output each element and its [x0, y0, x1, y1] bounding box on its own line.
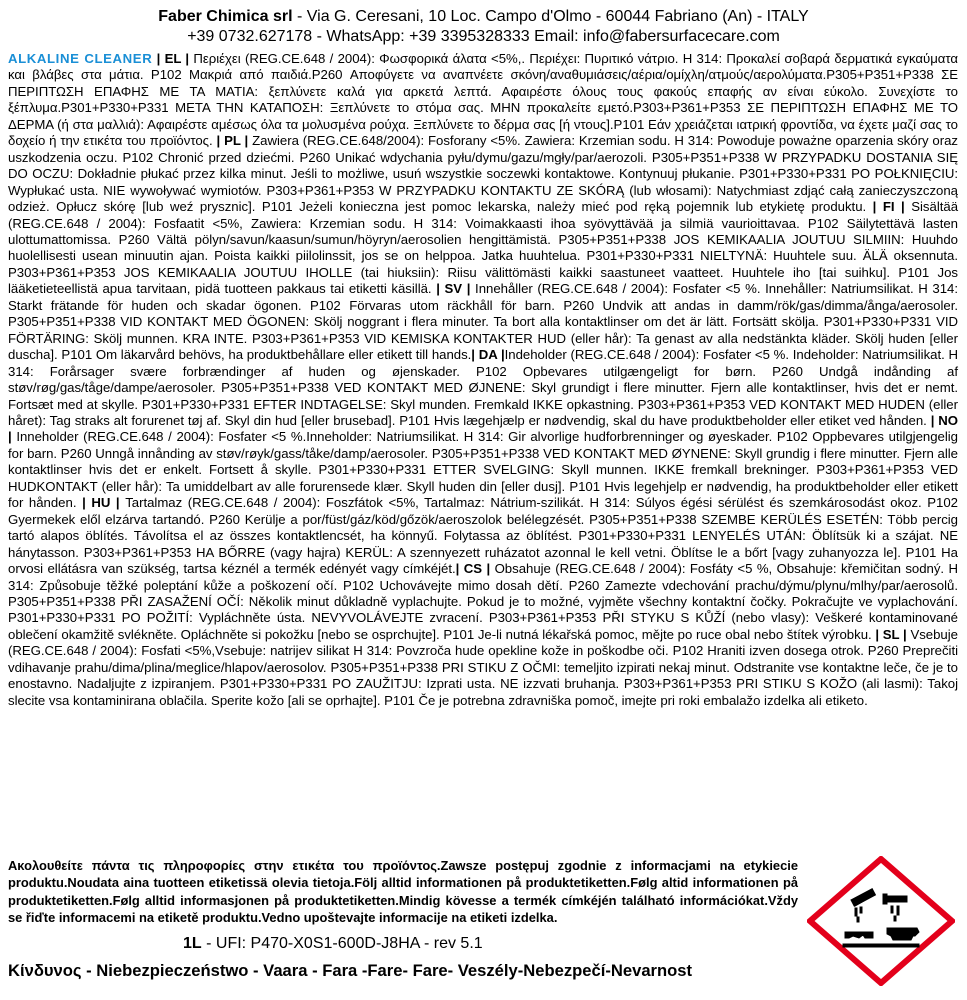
section-text-fi: Sisältää (REG.CE.648 / 2004): Fosfaatit <5%, Zawiera: Krzemian sodu. H 314: Voimakkaasti ihoa syövyttävää ja silmiä vaurioittavaa. P102 Säilytettävä lasten ulottumattomissa. P260 Vältä pölyn/savun/kaasun/sumun/höyryn/aerosolien hengittämistä. P305+P351+P338 JOS KEMIKAALIA JOUTUU SILMIIN: Huuhdo huolellisesti usean minuutin ajan. Poista kaikki piilolinssit, jos se on helppoa. Jatka huuhtelua. P301+P330+P331 NIELTYNÄ: Huuhtele suu. ÄLÄ oksennuta. P303+P361+P353 JOS KEMIKAALIA JOUTUU IHOLLE (tai hiuksiin): Riisu välittömästi kaikki saastuneet vaatteet. Huuhtele iho [tai suihku]. P101 Jos lääketieteellistä apua tarvitaan, pidä tuotteen pakkaus tai etiketti käsillä. — [8, 199, 959, 297]
safety-text — [8, 51, 958, 709]
lang-code-cs: | CS | — [455, 561, 495, 577]
section-text-sl: Vsebuje (REG.CE.648 / 2004): Fosfati <5%,Vsebuje: natrijev silikat H 314: Povzroča hude opekline kože in poškodbe oči. P102 Hraniti izven dosega otrok. P260 Preprečiti vdihavanje prahu/dima/plina/meglice/hlapov/aerosolov. P305+P351+P338 PRI STIKU Z OČMI: temeljito izpirati nekaj minut. Odstranite vse kontaktne leče, če je to enostavno. Nadaljujte z izpiranjem. P301+P330+P331 PO ZAUŽITJU: Izprati usta. NE izzvati bruhanja. P303+P361+P353 PRI STIKU S KOŽO (ali lasmi): Takoj slecite vsa kontaminirana oblačila. Sperite kožo [ali se oprhajte]. P101 Če je potrebna zdravniška pomoč, imejte pri roki embalažo izdelka ali etiketo. — [8, 626, 958, 708]
section-text-hu: Tartalmaz (REG.CE.648 / 2004): Foszfátok <5%, Tartalmaz: Nátrium-szilikát. H 314: Súlyos égési sérülést és szemkárosodást okoz. P102 Gyermekek elől elzárva tartandó. P260 Kerülje a por/füst/gáz/köd/gőzök/aeroszolok belélegzését. P305+P351+P338 SZEMBE KERÜLÉS ESETÉN: Több percig tartó alapos öblítés. Távolítsa el az összes kontaktlencsét, ha könnyű. Folytassa az öblítést. P301+P330+P331 LENYELÉS UTÁN: Öblítsük ki a szájat. NE hánytasson. P303+P361+P353 HA BŐRRE (vagy hajra) KERÜL: A szennyezett ruházatot azonnal le kell vetni. Öblítse le a bőrt [vagy zuhanyozza le]. P101 Ha orvosi ellátásra van szükség, tartsa kéznél a termék edényét vagy címkéjét. — [8, 495, 958, 577]
lang-code-hu: | HU | — [82, 495, 126, 511]
lang-code-pl: | PL | — [216, 133, 253, 149]
section-text-da: Indeholder (REG.CE.648 / 2004): Fosfater <5 %. Indeholder: Natriumsilikat. H 314: Forårsager svære forbrændinger af huden og øjenskader. P102 Opbevares utilgængeligt for børn. P260 Undgå indånding af støv/røg/gas/tåge/dampe/aerosoler. P305+P351+P338 VED KONTAKT MED ØJNENE: Skyl grundigt i flere minutter. Fjern alle kontaktlinser, hvis det er nemt. Fortsæt med at skylle. P301+P330+P331 EFTER INDTAGELSE: Skyl munden. Fremkald IKKE opkastning. P303+P361+P353 VED KONTAKT MED HUDEN (eller håret): Tag straks alt forurenet tøj af. Skyl din hud [eller brusebad]. P101 Hvis lægehjælp er nødvendig, skal du have produktbeholder eller etiket ved hånden. — [8, 347, 958, 428]
company-name: Faber Chimica srl — [158, 8, 293, 25]
ufi-line — [183, 934, 483, 954]
product-name: ALKALINE CLEANER — [8, 51, 153, 66]
danger-signal-word: Κίνδυνος - Niebezpieczeństwo - Vaara - Fara -Fare- Fare- Veszély-Nebezpečí-Nevarnost — [8, 961, 693, 980]
company-header — [0, 7, 967, 47]
company-address-line — [0, 7, 967, 27]
section-text-pl: Zawiera (REG.CE.648/2004): Fosforany <5%. Zawiera: Krzemian sodu. H 314: Powoduje poważne oparzenia skóry oraz uszkodzenia oczu. P102 Chronić przed dziećmi. P260 Unikać wdychania pyłu/dymu/gazu/mgły/par/aerozoli. P305+P351+P338 W PRZYPADKU DOSTANIA SIĘ DO OCZU: Dokładnie płukać przez kilka minut. Jeśli to możliwe, usuń wszystkie soczewki kontaktowe. Kontynuuj płukanie. P301+P330+P331 PO POŁKNIĘCIU: Wypłukać usta. NIE wywoływać wymiotów. P303+P361+P353 W PRZYPADKU KONTAKTU ZE SKÓRĄ (lub włosami): Natychmiast zdjąć całą zanieczyszczoną odzież. Opłucz skórę [lub weź prysznic]. P101 Jeżeli konieczna jest pomoc lekarska, należy mieć pod ręką pojemnik lub etykietę produktu. — [8, 133, 958, 215]
lang-code-sv: | SV | — [436, 281, 476, 297]
section-text-no: Inneholder (REG.CE.648 / 2004): Fosfater <5 %.Inneholder: Natriumsilikat. H 314: Gir alvorlige hudforbrenninger og øyeskader. P102 Oppbevares utilgjengelig for barn. P260 Unngå innånding av støv/røyk/gass/tåke/damp/aerosoler. P305+P351+P338 VED KONTAKT MED ØYNENE: Skyll grundig i flere minutter. Fjern alle kontaktlinser hvis det er enkelt. Fortsett å skylle. P301+P330+P331 ETTER SVELGING: Skyll munnen. IKKE fremkall brekninger. P303+P361+P353 VED HUDKONTAKT (eller hår): Ta umiddelbart av alle forurensede klær. Skyll huden din [eller dusj]. P101 Hvis legehjelp er nødvendig, ha produktbeholder eller etikett for hånden. — [8, 429, 958, 511]
lang-code-el: | EL | — [152, 51, 194, 66]
lang-code-no: | NO | — [8, 412, 958, 445]
section-text-cs: Obsahuje (REG.CE.648 / 2004): Fosfáty <5 %, Obsahuje: křemičitan sodný. H 314: Způsobuje těžké poleptání kůže a poškození očí. P102 Uchovávejte mimo dosah dětí. P260 Zamezte vdechování prachu/dýmu/plynu/mlhy/par/aerosolů. P305+P351+P338 PŘI ZASAŽENÍ OČÍ: Několik minut důkladně vyplachujte. Pokud je to možné, vyjměte všechny kontaktní čočky. Pokračujte ve vyplachování. P301+P330+P331 PO POŽITÍ: Vypláchněte ústa. NEVYVOLÁVEJTE zvracení. P303+P361+P353 PŘI STYKU S KŮŽÍ (nebo vlasy): Veškeré kontaminované oblečení okamžitě svlékněte. Opláchněte si pokožku [nebo se osprchujte]. P101 Je-li nutná lékařská pomoc, mějte po ruce obal nebo štítek výrobku. — [8, 561, 958, 642]
lang-code-sl: | SL | — [875, 626, 911, 642]
lang-code-da: | DA | — [471, 347, 505, 363]
company-contacts: +39 0732.627178 - WhatsApp: +39 3395328333 Email: info@fabersurfacecare.com — [187, 28, 780, 45]
lang-code-fi: | FI | — [872, 199, 912, 215]
label-notice: Ακολουθείτε πάντα τις πληροφορίες στην ετικέτα του προϊόντος.Zawsze postępuj zgodnie z informacjami na etykiecie produktu.Noudata aina tuotteen etiketissä olevia tietoja.Följ alltid informationen på produktetiketten.Følg altid informationen på produktetiketten.Følg alltid informasjonen på produktetiketten.Mindig kövesse a termék címkéjén található információkat.Vždy se řiďte informacemi na etiketě produktu.Vedno upoštevajte informacije na etiketi izdelka. — [8, 858, 798, 925]
company-address: - Via G. Ceresani, 10 Loc. Campo d'Olmo - 60044 Fabriano (An) - ITALY — [292, 8, 809, 25]
ufi-code: - UFI: P470-X0S1-600D-J8HA - rev 5.1 — [201, 935, 483, 952]
section-text-el: Περιέχει (REG.CE.648 / 2004): Φωσφορικά άλατα <5%,. Περιέχει: Πυριτικό νάτριο. H 314: Προκαλεί σοβαρά δερματικά εγκαύματα και βλάβες στα μάτια. P102 Μακριά από παιδιά.P260 Αποφύγετε να αναπνέετε σκόνη/αναθυμιάσεις/αέρια/ομίχλη/ατμούς/αερολύματα.P305+P351+P338 ΣΕ ΠΕΡΙΠΤΩΣΗ ΕΠΑΦΗΣ ΜΕ ΤΑ ΜΑΤΙΑ: ξεπλύνετε καλά για αρκετά λεπτά. Αφαιρέστε όλους τους φακούς επαφής αν είναι εύκολο. Συνεχίστε το ξέπλυμα.P301+P330+P331 ΜΕΤΑ ΤΗΝ ΚΑΤΑΠΟΣΗ: Ξεπλύνετε το στόμα σας. ΜΗΝ προκαλείτε εμετό.P303+P361+P353 ΣΕ ΠΕΡΙΠΤΩΣΗ ΕΠΑΦΗΣ ΜΕ ΤΟ ΔΕΡΜΑ (ή στα μαλλιά): Αφαιρέστε αμέσως όλα τα μολυσμένα ρούχα. Ξεπλύνετε το δέρμα σας [ή ντους].P101 Εάν χρειάζεται ιατρική φροντίδα, να έχετε μαζί σας το δοχείο ή την ετικέτα του προϊόντος. — [8, 51, 958, 149]
section-text-sv: Innehåller (REG.CE.648 / 2004): Fosfater <5 %. Innehåller: Natriumsilikat. H 314: Starkt frätande för huden och skadar ögonen. P102 Förvaras utom räckhåll för barn. P260 Undvik att andas in damm/rök/gas/dimma/ånga/aerosoler. P305+P351+P338 VID KONTAKT MED ÖGONEN: Skölj noggrant i flera minuter. Ta bort alla kontaktlinser om det är lätt. Fortsätt skölja. P301+P330+P331 VID FÖRTÄRING: Skölj munnen. KRA INTE. P303+P361+P353 VID KEMISKA KONTAKTER HUD (eller hår): Ta genast av alla nedstänkta kläder. Skölj huden [eller duscha]. P101 Om läkarvård behövs, ha produktbehållare eller etikett till hands. — [8, 281, 959, 363]
ghs05-corrosive-icon — [807, 856, 955, 986]
product-volume: 1L — [183, 935, 202, 952]
